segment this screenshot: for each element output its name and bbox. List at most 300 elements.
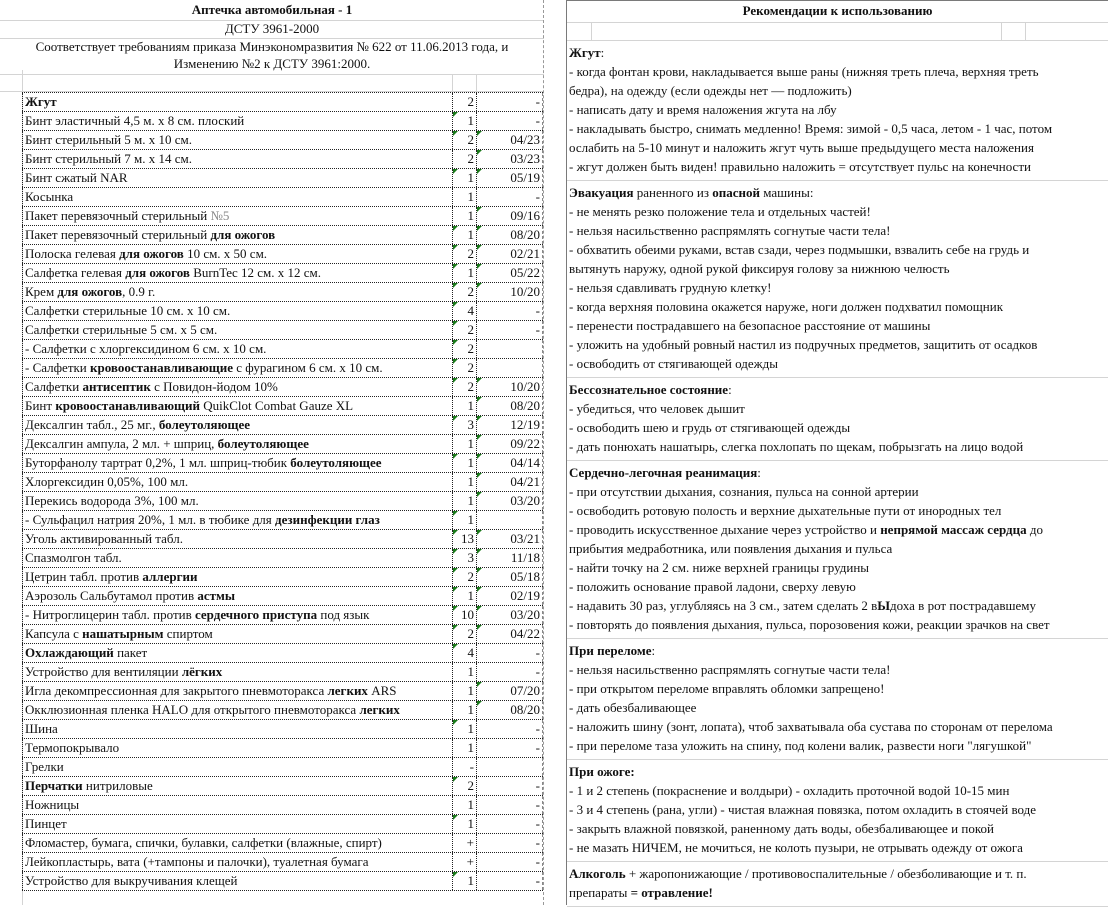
recommendation-line (569, 736, 1108, 755)
recommendation-line (569, 138, 1108, 157)
text-run: - когда фонтан крови, накладывается выше раны (нижняя треть плеча, верхняя треть (569, 64, 1039, 79)
quantity-cell[interactable]: 10 (452, 606, 476, 624)
expiry-date-cell[interactable]: - (476, 720, 543, 738)
text-run: Уголь активированный табл. (25, 531, 183, 546)
text-run: Термопокрывало (25, 740, 120, 755)
page-break-line (543, 0, 544, 905)
quantity-cell[interactable]: 1 (452, 188, 476, 206)
item-name-cell[interactable] (22, 777, 452, 795)
recommendation-line (569, 259, 1108, 278)
text-run: - Сульфацил натрия 20%, 1 мл. в тюбике для (25, 512, 276, 527)
recommendation-line (569, 100, 1108, 119)
item-name-cell[interactable] (22, 321, 452, 339)
text-run: Хлоргексидин 0,05%, 100 мл. (25, 474, 189, 489)
quantity-cell[interactable]: 1 (452, 663, 476, 681)
expiry-date-cell[interactable]: - (476, 188, 543, 206)
expiry-date-cell[interactable]: 03/23 (476, 150, 543, 168)
table-row[interactable] (22, 624, 543, 643)
text-run: Пакет перевязочный стерильный (25, 227, 211, 242)
quantity-cell[interactable]: 1 (452, 511, 476, 529)
emphasis-text: Алкоголь (569, 866, 626, 881)
item-name-cell[interactable] (22, 416, 452, 434)
recommendation-line (569, 883, 1108, 902)
table-row[interactable] (22, 434, 543, 453)
recommendation-line (569, 240, 1108, 259)
expiry-date-cell[interactable]: - (476, 872, 543, 890)
table-row[interactable] (22, 776, 543, 795)
table-row[interactable] (22, 814, 543, 833)
quantity-cell[interactable]: 2 (452, 245, 476, 263)
quantity-cell[interactable]: 2 (452, 359, 476, 377)
table-row[interactable] (22, 510, 543, 529)
recommendation-section (567, 760, 1108, 862)
expiry-date-cell[interactable]: - (476, 815, 543, 833)
text-run: - освободить шею и грудь от стягивающей одежды (569, 420, 851, 435)
recommendation-line (569, 354, 1108, 373)
table-row[interactable] (22, 244, 543, 263)
quantity-cell[interactable]: 1 (452, 454, 476, 472)
emphasis-text: Охлаждающий (25, 645, 114, 660)
item-name-cell[interactable] (22, 169, 452, 187)
recommendations-title: Рекомендации к использованию (567, 0, 1108, 23)
quantity-cell[interactable]: 1 (452, 587, 476, 605)
recommendation-line (569, 558, 1108, 577)
text-run: Устройство для выкручивания клещей (25, 873, 238, 888)
expiry-date-cell[interactable]: 04/21 (476, 473, 543, 491)
column-divider (452, 74, 453, 91)
expiry-date-cell[interactable]: 03/20 (476, 606, 543, 624)
table-row[interactable] (22, 681, 543, 700)
item-name-cell[interactable] (22, 93, 452, 111)
text-run: - нельзя насильственно распрямлять согнутые части тела! (569, 223, 891, 238)
emphasis-text: для ожогов (57, 284, 123, 299)
table-row[interactable] (22, 567, 543, 586)
recommendation-line (569, 316, 1108, 335)
item-name-cell[interactable] (22, 606, 452, 624)
item-name-cell[interactable] (22, 245, 452, 263)
text-run: - дать обезбаливающее (569, 700, 697, 715)
recommendation-line (569, 297, 1108, 316)
text-run: Устройство для вентиляции (25, 664, 182, 679)
text-run: пакет (113, 645, 148, 660)
expiry-date-cell[interactable]: - (476, 834, 543, 852)
emphasis-text: опасной (712, 185, 761, 200)
expiry-date-cell[interactable]: 04/22 (476, 625, 543, 643)
quantity-cell[interactable]: 4 (452, 302, 476, 320)
expiry-date-cell[interactable]: 10/20 (476, 378, 543, 396)
recommendation-line (569, 520, 1108, 539)
table-row[interactable] (22, 738, 543, 757)
recommendation-section (567, 378, 1108, 461)
text-run: - повторять до появления дыхания, пульса, порозовения кожи, реакции зрачков на свет (569, 617, 1050, 632)
quantity-cell[interactable]: 2 (452, 378, 476, 396)
table-row[interactable] (22, 662, 543, 681)
table-row[interactable] (22, 358, 543, 377)
quantity-cell[interactable]: 1 (452, 682, 476, 700)
table-row[interactable] (22, 263, 543, 282)
table-row[interactable] (22, 301, 543, 320)
text-run: ослабить на 5-10 минут и наложить жгут чуть выше предыдущего места наложения (569, 140, 1034, 155)
sheet-row (567, 23, 1108, 41)
quantity-cell[interactable]: 3 (452, 416, 476, 434)
recommendation-line (569, 577, 1108, 596)
recommendation-section (567, 41, 1108, 181)
column-divider (1001, 23, 1002, 40)
emphasis-text: легких (359, 702, 400, 717)
item-name-cell[interactable] (22, 131, 452, 149)
recommendation-line (569, 539, 1108, 558)
text-run: доха в рот пострадавшему (890, 598, 1037, 613)
table-row[interactable] (22, 396, 543, 415)
text-run: - освободить ротовую полость и верхние дыхательные пути от инородных тел (569, 503, 1002, 518)
table-row[interactable] (22, 130, 543, 149)
text-run: - накладывать быстро, снимать медленно! Время: зимой - 0,5 часа, летом - 1 час, потом (569, 121, 1053, 136)
text-run: Пинцет (25, 816, 67, 831)
expiry-date-cell[interactable]: - (476, 644, 543, 662)
text-run: прибытия медработника, или появления дыхания и пульса (569, 541, 893, 556)
emphasis-text: болеутоляющее (217, 436, 309, 451)
expiry-date-cell[interactable]: - (476, 321, 543, 339)
expiry-date-cell[interactable]: - (476, 112, 543, 130)
expiry-date-cell[interactable]: 03/21 (476, 530, 543, 548)
emphasis-text: При ожоге: (569, 764, 635, 779)
quantity-cell[interactable]: 2 (452, 283, 476, 301)
text-run: машины: (760, 185, 814, 200)
table-row[interactable] (22, 719, 543, 738)
text-run: - когда верхняя половина окажется наруже, ноги должен подхватил помощник (569, 299, 1004, 314)
recommendation-line (569, 157, 1108, 176)
table-row[interactable] (22, 187, 543, 206)
emphasis-text: антисептик (82, 379, 151, 394)
kit-title: Аптечка автомобильная - 1 (191, 2, 353, 17)
text-run: - нельзя насильственно распрямлять согнутые части тела! (569, 662, 891, 677)
emphasis-text: Бессознательное состояние (569, 382, 729, 397)
recommendation-line (569, 202, 1108, 221)
expiry-date-cell[interactable]: - (476, 739, 543, 757)
item-name-cell[interactable] (22, 188, 452, 206)
text-run: - дать понюхать нашатырь, слегка похлопать по щекам, побрызгать на лицо водой (569, 439, 1024, 454)
kit-compliance-line-1: Соответствует требованиям приказа Минэкономразвития № 622 от 11.06.2013 года, и (35, 39, 509, 54)
expiry-date-cell[interactable]: - (476, 796, 543, 814)
quantity-cell[interactable]: 2 (452, 568, 476, 586)
table-row[interactable] (22, 282, 543, 301)
section-heading (569, 43, 1108, 62)
item-name-cell[interactable] (22, 264, 452, 282)
expiry-date-cell[interactable] (476, 359, 543, 377)
table-row[interactable] (22, 111, 543, 130)
recommendation-line (569, 698, 1108, 717)
emphasis-text: Перчатки (25, 778, 83, 793)
recommendation-line (569, 717, 1108, 736)
expiry-date-cell[interactable] (476, 511, 543, 529)
expiry-date-cell[interactable]: - (476, 853, 543, 871)
item-name-cell[interactable] (22, 359, 452, 377)
item-name-cell[interactable] (22, 682, 452, 700)
item-name-cell[interactable] (22, 701, 452, 719)
text-run: Капсула с (25, 626, 83, 641)
expiry-date-cell[interactable]: 08/20 (476, 226, 543, 244)
item-name-cell[interactable] (22, 834, 452, 852)
text-run: Бинт стерильный 7 м. х 14 см. (25, 151, 193, 166)
expiry-date-cell[interactable]: 05/22 (476, 264, 543, 282)
quantity-cell[interactable]: 1 (452, 473, 476, 491)
expiry-date-cell[interactable]: 08/20 (476, 701, 543, 719)
item-name-cell[interactable] (22, 758, 452, 776)
item-name-cell[interactable] (22, 302, 452, 320)
table-row[interactable] (22, 92, 543, 111)
emphasis-text: Сердечно-легочная реанимация (569, 465, 758, 480)
text-run: - проводить искусственное дыхание через устройство и (569, 522, 881, 537)
table-row[interactable] (22, 339, 543, 358)
section-heading (569, 183, 1108, 202)
quantity-cell[interactable]: 1 (452, 872, 476, 890)
quantity-cell[interactable]: 2 (452, 777, 476, 795)
expiry-date-cell[interactable]: 05/19 (476, 169, 543, 187)
recommendation-line (569, 615, 1108, 634)
expiry-date-cell[interactable]: 05/18 (476, 568, 543, 586)
table-row[interactable] (22, 225, 543, 244)
text-run: BurnTec 12 см. х 12 см. (189, 265, 322, 280)
item-name-cell[interactable] (22, 663, 452, 681)
table-row[interactable] (22, 149, 543, 168)
recommendation-line (569, 62, 1108, 81)
text-run: - жгут должен быть виден! правильно наложить = отсутствует пульс на конечности (569, 159, 1031, 174)
quantity-cell[interactable]: 2 (452, 340, 476, 358)
table-row[interactable] (22, 168, 543, 187)
item-name-cell[interactable] (22, 492, 452, 510)
expiry-date-cell[interactable]: - (476, 777, 543, 795)
quantity-cell[interactable]: 1 (452, 112, 476, 130)
item-name-cell[interactable] (22, 397, 452, 415)
quantity-cell[interactable]: 1 (452, 397, 476, 415)
text-run: QuikClot Combat Gauze XL (200, 398, 354, 413)
item-name-cell[interactable] (22, 226, 452, 244)
item-name-cell[interactable] (22, 796, 452, 814)
text-run: - перенести пострадавшего на безопасное расстояние от машины (569, 318, 931, 333)
text-run: - написать дату и время наложения жгута на лбу (569, 102, 837, 117)
item-name-cell[interactable] (22, 739, 452, 757)
quantity-cell[interactable]: - (452, 758, 476, 776)
item-name-cell[interactable] (22, 112, 452, 130)
expiry-date-cell[interactable]: 08/20 (476, 397, 543, 415)
expiry-date-cell[interactable] (476, 340, 543, 358)
quantity-cell[interactable]: 2 (452, 625, 476, 643)
column-divider (476, 74, 477, 91)
expiry-date-cell[interactable]: 02/19 (476, 587, 543, 605)
text-run: - закрыть влажной повязкой, раненному дать воды, обезбаливающее и покой (569, 821, 994, 836)
table-row[interactable] (22, 377, 543, 396)
emphasis-text: При переломе (569, 643, 652, 658)
item-name-cell[interactable] (22, 587, 452, 605)
text-run: : (600, 45, 605, 60)
recommendation-line (569, 119, 1108, 138)
text-run: : (728, 382, 732, 397)
emphasis-text: кровоостанавливающий (55, 398, 200, 413)
column-divider (1025, 23, 1026, 40)
table-row[interactable] (22, 472, 543, 491)
text-run: Лейкопластырь, вата (+тампоны и палочки), туалетная бумага (25, 854, 369, 869)
table-row[interactable] (22, 871, 543, 891)
text-run: под язык (317, 607, 370, 622)
text-run: Грелки (25, 759, 64, 774)
recommendation-line (569, 660, 1108, 679)
text-run: - убедиться, что человек дышит (569, 401, 745, 416)
quantity-cell[interactable]: 1 (452, 701, 476, 719)
recommendation-line (569, 596, 1108, 615)
quantity-cell[interactable]: 1 (452, 264, 476, 282)
text-run: - Нитроглицерин табл. против (25, 607, 195, 622)
section-heading (569, 762, 1108, 781)
text-run: Салфетка гелевая (25, 265, 126, 280)
item-name-cell[interactable] (22, 435, 452, 453)
quantity-cell[interactable]: + (452, 853, 476, 871)
table-row[interactable] (22, 206, 543, 225)
table-row[interactable] (22, 852, 543, 871)
table-row[interactable] (22, 415, 543, 434)
recommendation-line (569, 418, 1108, 437)
item-name-cell[interactable] (22, 207, 452, 225)
table-row[interactable] (22, 453, 543, 472)
text-run: - нельзя сдавливать грудную клетку! (569, 280, 772, 295)
text-run: Крем (25, 284, 58, 299)
item-name-cell[interactable] (22, 853, 452, 871)
item-name-cell[interactable] (22, 150, 452, 168)
text-run: Спазмолгон табл. (25, 550, 122, 565)
text-run: : (757, 465, 761, 480)
text-run: - Салфетки с хлоргексидином 6 см. х 10 см. (25, 341, 267, 356)
text-run: раненного из (633, 185, 713, 200)
text-run: - обхватить обеими руками, встав сзади, через подмышки, взвалить себе на грудь и (569, 242, 1030, 257)
expiry-date-cell[interactable]: 02/21 (476, 245, 543, 263)
section-heading (569, 463, 1108, 482)
expiry-date-cell[interactable]: 09/22 (476, 435, 543, 453)
emphasis-text: Жгут (569, 45, 601, 60)
emphasis-text: сердечного приступа (194, 607, 318, 622)
item-name-cell[interactable] (22, 283, 452, 301)
item-name-cell[interactable] (22, 530, 452, 548)
item-name-cell[interactable] (22, 644, 452, 662)
table-row[interactable] (22, 320, 543, 339)
table-row[interactable] (22, 548, 543, 567)
expiry-date-cell[interactable] (476, 758, 543, 776)
text-run: Дексалгин ампула, 2 мл. + шприц, (25, 436, 218, 451)
text-run: ARS (367, 683, 397, 698)
recommendation-line (569, 278, 1108, 297)
quantity-cell[interactable]: 1 (452, 169, 476, 187)
expiry-date-cell[interactable]: - (476, 302, 543, 320)
table-row[interactable] (22, 700, 543, 719)
expiry-date-cell[interactable]: 12/19 (476, 416, 543, 434)
quantity-cell[interactable]: 1 (452, 207, 476, 225)
quantity-cell[interactable]: 1 (452, 720, 476, 738)
expiry-date-cell[interactable]: 03/20 (476, 492, 543, 510)
quantity-cell[interactable]: 2 (452, 150, 476, 168)
quantity-cell[interactable]: 1 (452, 492, 476, 510)
section-heading (569, 380, 1108, 399)
section-heading (569, 864, 1108, 883)
expiry-date-cell[interactable]: 04/23 (476, 131, 543, 149)
quantity-cell[interactable]: 1 (452, 226, 476, 244)
quantity-cell[interactable]: 1 (452, 815, 476, 833)
quantity-cell[interactable]: 2 (452, 93, 476, 111)
recommendation-line (569, 81, 1108, 100)
expiry-date-cell[interactable]: 11/18 (476, 549, 543, 567)
recommendation-line (569, 679, 1108, 698)
table-row[interactable] (22, 586, 543, 605)
quantity-cell[interactable]: 1 (452, 796, 476, 814)
text-run: - надавить 30 раз, углубляясь на 3 см., затем сделать 2 в (569, 598, 878, 613)
table-row[interactable] (22, 643, 543, 662)
text-run: Салфетки (25, 379, 83, 394)
text-run: Полоска гелевая (25, 246, 120, 261)
table-row[interactable] (22, 757, 543, 776)
text-run: Бинт сжатый NAR (25, 170, 128, 185)
table-row[interactable] (22, 605, 543, 624)
quantity-cell[interactable]: + (452, 834, 476, 852)
sheet-row (0, 74, 544, 92)
recommendation-section (567, 862, 1108, 907)
item-name-cell[interactable] (22, 815, 452, 833)
emphasis-text: болеутоляющее (290, 455, 382, 470)
recommendation-section (567, 461, 1108, 639)
recommendation-line (569, 335, 1108, 354)
quantity-cell[interactable]: 4 (452, 644, 476, 662)
expiry-date-cell[interactable]: - (476, 93, 543, 111)
recommendation-line (569, 819, 1108, 838)
emphasis-text: кровоостанавливающие (90, 360, 233, 375)
recommendations-sections (567, 41, 1108, 907)
text-run: вытянуть наружу, одной рукой фиксируя голову за нижнюю челюсть (569, 261, 950, 276)
item-name-cell[interactable] (22, 454, 452, 472)
text-run: препараты (569, 885, 631, 900)
quantity-cell[interactable]: 2 (452, 131, 476, 149)
table-row[interactable] (22, 795, 543, 814)
item-name-cell[interactable] (22, 549, 452, 567)
table-row[interactable] (22, 529, 543, 548)
quantity-cell[interactable]: 2 (452, 321, 476, 339)
text-run: нитриловые (82, 778, 153, 793)
expiry-date-cell[interactable]: 09/16 (476, 207, 543, 225)
expiry-date-cell[interactable]: - (476, 663, 543, 681)
quantity-cell[interactable]: 1 (452, 739, 476, 757)
expiry-date-cell[interactable]: 07/20 (476, 682, 543, 700)
expiry-date-cell[interactable]: 10/20 (476, 283, 543, 301)
text-run: Цетрин табл. против (25, 569, 143, 584)
item-name-cell[interactable] (22, 378, 452, 396)
kit-standard: ДСТУ 3961-2000 (224, 21, 320, 36)
table-row[interactable] (22, 833, 543, 852)
item-name-cell[interactable] (22, 872, 452, 890)
text-run: Шина (25, 721, 58, 736)
item-name-cell[interactable] (22, 625, 452, 643)
recommendation-line (569, 482, 1108, 501)
text-run: - положить основание правой ладони, сверху левую (569, 579, 856, 594)
text-run: до (1026, 522, 1043, 537)
expiry-date-cell[interactable]: 04/14 (476, 454, 543, 472)
table-row[interactable] (22, 491, 543, 510)
item-name-cell[interactable] (22, 720, 452, 738)
quantity-cell[interactable]: 1 (452, 435, 476, 453)
item-name-cell[interactable] (22, 568, 452, 586)
emphasis-text: Ы (877, 598, 891, 613)
quantity-cell[interactable]: 13 (452, 530, 476, 548)
item-name-cell[interactable] (22, 340, 452, 358)
item-name-cell[interactable] (22, 473, 452, 491)
item-name-cell[interactable] (22, 511, 452, 529)
column-divider (591, 23, 592, 40)
quantity-cell[interactable]: 3 (452, 549, 476, 567)
recommendation-line (569, 501, 1108, 520)
